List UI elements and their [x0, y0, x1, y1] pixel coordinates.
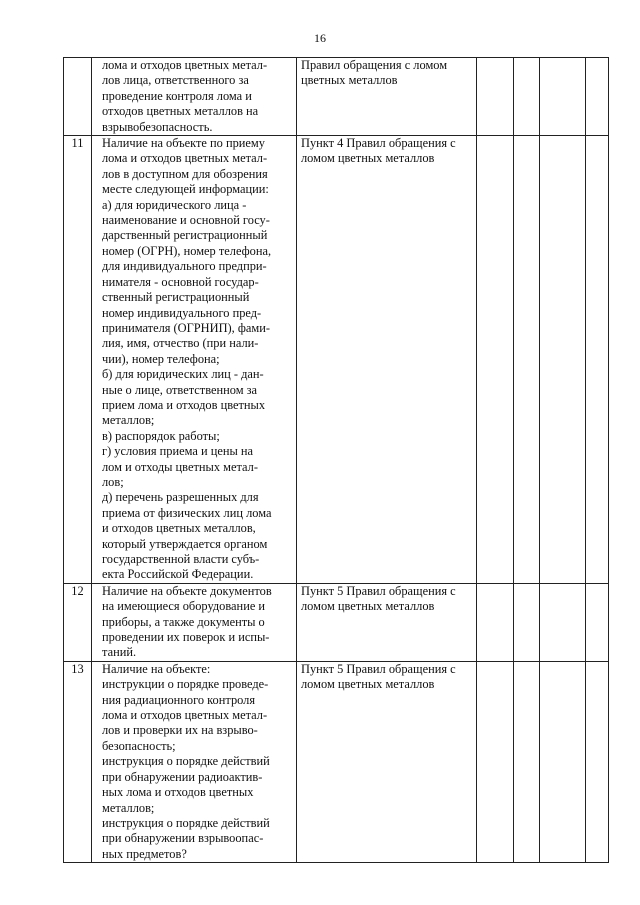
requirement-text-line: взрывобезопасность.	[102, 119, 213, 134]
requirement-text-line: проведение контроля лома и	[102, 88, 252, 103]
requirement-text-line: лом и отходы цветных метал-	[102, 459, 258, 474]
requirement-text-line: лома и отходов цветных метал-	[102, 151, 268, 166]
answer-cell-4	[586, 661, 609, 862]
legal-reference-cell	[297, 58, 477, 136]
legal-reference-cell	[297, 583, 477, 661]
requirement-text-line: лома и отходов цветных метал-	[102, 58, 268, 72]
answer-cell-1	[477, 136, 514, 584]
legal-reference-cell	[297, 661, 477, 862]
answer-cell-1	[477, 583, 514, 661]
requirement-text-line: инструкция о порядке действий	[102, 815, 270, 830]
requirement-text-line: инструкции о порядке проведе-	[102, 677, 269, 692]
answer-cell-1	[477, 661, 514, 862]
requirement-text-line: приема от физических лиц лома	[102, 505, 272, 520]
requirement-cell	[92, 583, 297, 661]
requirement-text-line: лия, имя, отчество (при нали-	[102, 336, 259, 351]
table-row	[64, 583, 609, 661]
requirement-text-line: д) перечень разрешенных для	[102, 490, 259, 505]
legal-reference-line: Правил обращения с ломом	[301, 58, 448, 72]
requirement-text-line: государственной власти субъ-	[102, 552, 260, 566]
requirement-text-line: инструкция о порядке действий	[102, 754, 270, 769]
table-body	[64, 58, 609, 863]
requirement-text-line: приборы, а также документы о	[102, 614, 265, 629]
requirement-text-line: ных предметов?	[102, 846, 187, 861]
table-row	[64, 58, 609, 136]
legal-reference-line: ломом цветных металлов	[301, 677, 435, 692]
requirement-text-line: металлов;	[102, 413, 155, 428]
checklist-table	[63, 57, 609, 863]
requirement-text-line: проведении их поверок и испы-	[102, 630, 270, 645]
requirement-text-line: прием лома и отходов цветных	[102, 397, 266, 412]
answer-cell-1	[477, 58, 514, 136]
answer-cell-3	[540, 583, 586, 661]
row-number-cell	[64, 661, 92, 862]
row-number-cell	[64, 136, 92, 584]
requirement-text-line: ные о лице, ответственном за	[102, 382, 258, 397]
requirement-text-line: и отходов цветных металлов,	[102, 521, 256, 536]
requirement-text-line: наименование и основной госу-	[102, 213, 270, 228]
legal-reference-line: Пункт 4 Правил обращения с	[301, 136, 456, 151]
table-row	[64, 661, 609, 862]
requirement-cell	[92, 58, 297, 136]
requirement-text-line: Наличие на объекте документов	[102, 583, 272, 598]
requirement-text-line: дарственный регистрационный	[102, 228, 268, 243]
page-number: 16	[314, 31, 326, 45]
answer-cell-2	[514, 583, 540, 661]
requirement-cell	[92, 136, 297, 584]
requirement-text-line: екта Российской Федерации.	[102, 567, 254, 582]
requirement-text-line: безопасность;	[102, 738, 176, 753]
answer-cell-4	[586, 583, 609, 661]
requirement-text-line: номер (ОГРН), номер телефона,	[102, 243, 272, 258]
answer-cell-3	[540, 58, 586, 136]
requirement-text-line: б) для юридических лиц - дан-	[102, 367, 264, 382]
requirement-text-line: при обнаружении радиоактив-	[102, 769, 263, 784]
requirement-text-line: г) условия приема и цены на	[102, 444, 254, 459]
row-number: 11	[71, 136, 84, 151]
requirement-text-line: лов и проверки их на взрыво-	[102, 723, 258, 738]
requirement-text-line: чии), номер телефона;	[102, 351, 220, 366]
requirement-text-line: отходов цветных металлов на	[102, 104, 259, 119]
requirement-text-line: номер индивидуального пред-	[102, 305, 262, 320]
requirement-text-line: таний.	[102, 645, 137, 660]
requirement-text-line: ния радиационного контроля	[102, 692, 256, 707]
answer-cell-4	[586, 58, 609, 136]
requirement-text-line: лов лица, ответственного за	[102, 73, 249, 88]
requirement-text-line: ных лома и отходов цветных	[102, 785, 254, 800]
requirement-text-line: на имеющиеся оборудование и	[102, 599, 266, 614]
row-number-cell	[64, 58, 92, 136]
legal-reference-line: цветных металлов	[301, 73, 398, 88]
legal-reference-line: Пункт 5 Правил обращения с	[301, 661, 456, 676]
row-number: 12	[71, 583, 84, 598]
requirement-text-line: Наличие на объекте по приему	[102, 136, 265, 151]
legal-reference-line: ломом цветных металлов	[301, 599, 435, 614]
row-number: 13	[71, 661, 84, 676]
answer-cell-2	[514, 58, 540, 136]
requirement-text-line: месте следующей информации:	[102, 182, 269, 197]
requirement-cell	[92, 661, 297, 862]
requirement-text-line: лома и отходов цветных метал-	[102, 708, 268, 723]
requirement-text-line: а) для юридического лица -	[102, 197, 247, 212]
row-number-cell	[64, 583, 92, 661]
requirement-text-line: лов в доступном для обозрения	[102, 166, 268, 181]
legal-reference-line: Пункт 5 Правил обращения с	[301, 583, 456, 598]
requirement-text-line: при обнаружении взрывоопас-	[102, 831, 264, 846]
requirement-text-line: лов;	[102, 474, 124, 489]
answer-cell-4	[586, 136, 609, 584]
answer-cell-3	[540, 661, 586, 862]
requirement-text-line: металлов;	[102, 800, 155, 815]
requirement-text-line: нимателя - основной государ-	[102, 274, 259, 289]
legal-reference-cell	[297, 136, 477, 584]
requirement-text-line: ственный регистрационный	[102, 290, 250, 305]
answer-cell-3	[540, 136, 586, 584]
requirement-text-line: принимателя (ОГРНИП), фами-	[102, 320, 270, 335]
requirement-text-line: Наличие на объекте:	[102, 661, 211, 676]
requirement-text-line: в) распорядок работы;	[102, 428, 220, 443]
legal-reference-line: ломом цветных металлов	[301, 151, 435, 166]
requirement-text-line: который утверждается органом	[102, 536, 268, 551]
requirement-text-line: для индивидуального предпри-	[102, 259, 267, 274]
table-row	[64, 136, 609, 584]
answer-cell-2	[514, 136, 540, 584]
answer-cell-2	[514, 661, 540, 862]
